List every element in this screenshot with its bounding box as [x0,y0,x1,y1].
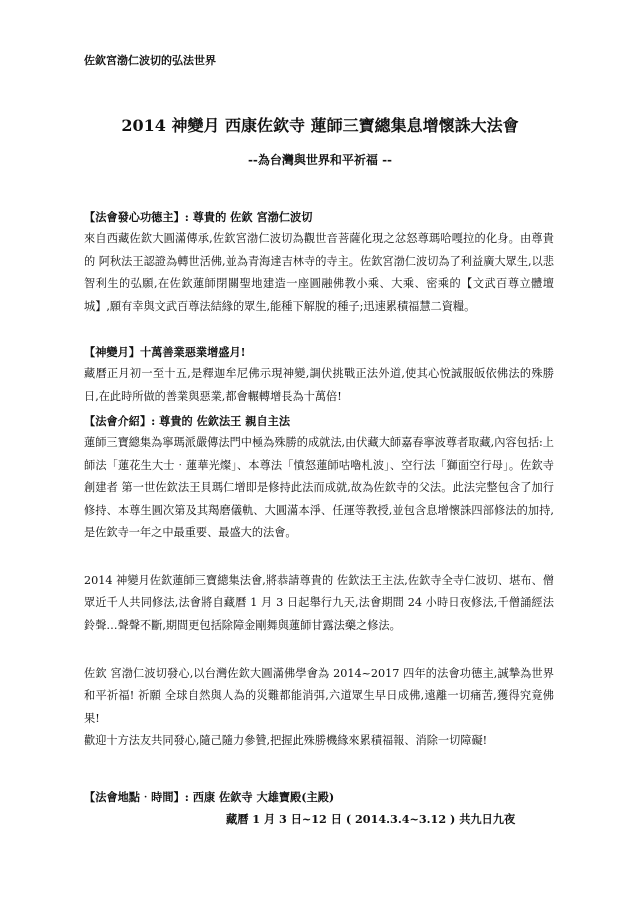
section-dedication-body: 佐欽 宮渤仁波切發心,以台灣佐欽大圓滿佛學會為 2014~2017 四年的法會功德主,誠摯為世界和平祈福! 祈願 全球自然與人為的災難都能消弭,六道眾生早日成佛,遠離一切痛苦,獲得究竟佛果! [84,667,554,725]
section-location [84,786,554,831]
section-initiator-heading: 【法會發心功德主】: 尊貴的 佐欽 宮渤仁波切 [84,210,313,224]
section-miracle-month [84,341,554,408]
section-dedication-welcome: 歡迎十方法友共同發心,隨己隨力參贊,把握此殊勝機緣來累積福報、消除一切障礙! [84,734,488,748]
document-subtitle: --為台灣與世界和平祈福 -- [247,153,393,167]
section-location-heading: 【法會地點‧時間】: 西康 佐欽寺 大雄寶殿(主殿) [84,790,335,804]
section-miracle-month-body: 藏曆正月初一至十五,是釋迦牟尼佛示現神變,調伏挑戰正法外道,使其心悅誠服皈依佛法的殊勝日,在此時所做的善業與惡業,都會輾轉增長為十萬倍! [84,367,554,403]
section-miracle-month-heading: 【神變月】十萬善業惡業增盛月! [84,345,246,359]
section-ceremony [84,570,554,637]
section-initiator-body: 來自西藏佐欽大圓滿傳承,佐欽宮渤仁波切為觀世音菩薩化現之忿怒尊瑪哈嘎拉的化身。由尊貴的 阿秋法王認證為轉世活佛,並為青海達吉林寺的寺主。佐欽宮渤仁波切為了利益廣大眾生,以悲智利生的弘願,在佐欽蓮師閉關聖地建造一座圓融佛教小乘、大乘、密乘的【文武百尊立體壇城】,願有幸與文武百尊法結緣的眾生,能種下解脫的種子;迅速累積福慧二資糧。 [84,232,554,313]
section-introduction [84,410,554,544]
section-location-dates: 藏曆 1 月 3 日~12 日 ( 2014.3.4~3.12 ) 共九日九夜 [226,812,516,827]
section-introduction-body: 蓮師三寶總集為寧瑪派嚴傳法門中極為殊勝的成就法,由伏藏大師嘉春寧波尊者取藏,內容包括:上師法「蓮花生大士‧蓮華光燦」、本尊法「憤怒蓮師咕嚕札波」、空行法「獅面空行母」。佐欽寺創建者 第一世佐欽法王貝瑪仁增即是修持此法而成就,故為佐欽寺的父法。此法完整包含了加行修持、本尊生圓次第及其羯磨儀軌、大圓滿本淨、任運等教授,並包含息增懷誅四部修法的加持,是佐欽寺一年之中最重要、最盛大的法會。 [84,436,554,540]
section-introduction-heading: 【法會介紹】: 尊貴的 佐欽法王 親自主法 [84,414,291,428]
section-dedication [84,663,554,753]
document-title: 2014 神變月 西康佐欽寺 蓮師三寶總集息增懷誅大法會 [121,116,519,135]
section-initiator [84,206,554,318]
section-ceremony-body: 2014 神變月佐欽蓮師三寶總集法會,將恭請尊貴的 佐欽法王主法,佐欽寺全寺仁波切、堪布、僧眾近千人共同修法,法會將自藏曆 1 月 3 日起舉行九天,法會期間 24 小時日夜修法,千僧誦經法鈴聲…聲聲不斷,期間更包括除障金剛舞與蓮師甘露法藥之修法。 [84,574,554,632]
page-header: 佐欽宮渤仁波切的弘法世界 [84,54,216,67]
